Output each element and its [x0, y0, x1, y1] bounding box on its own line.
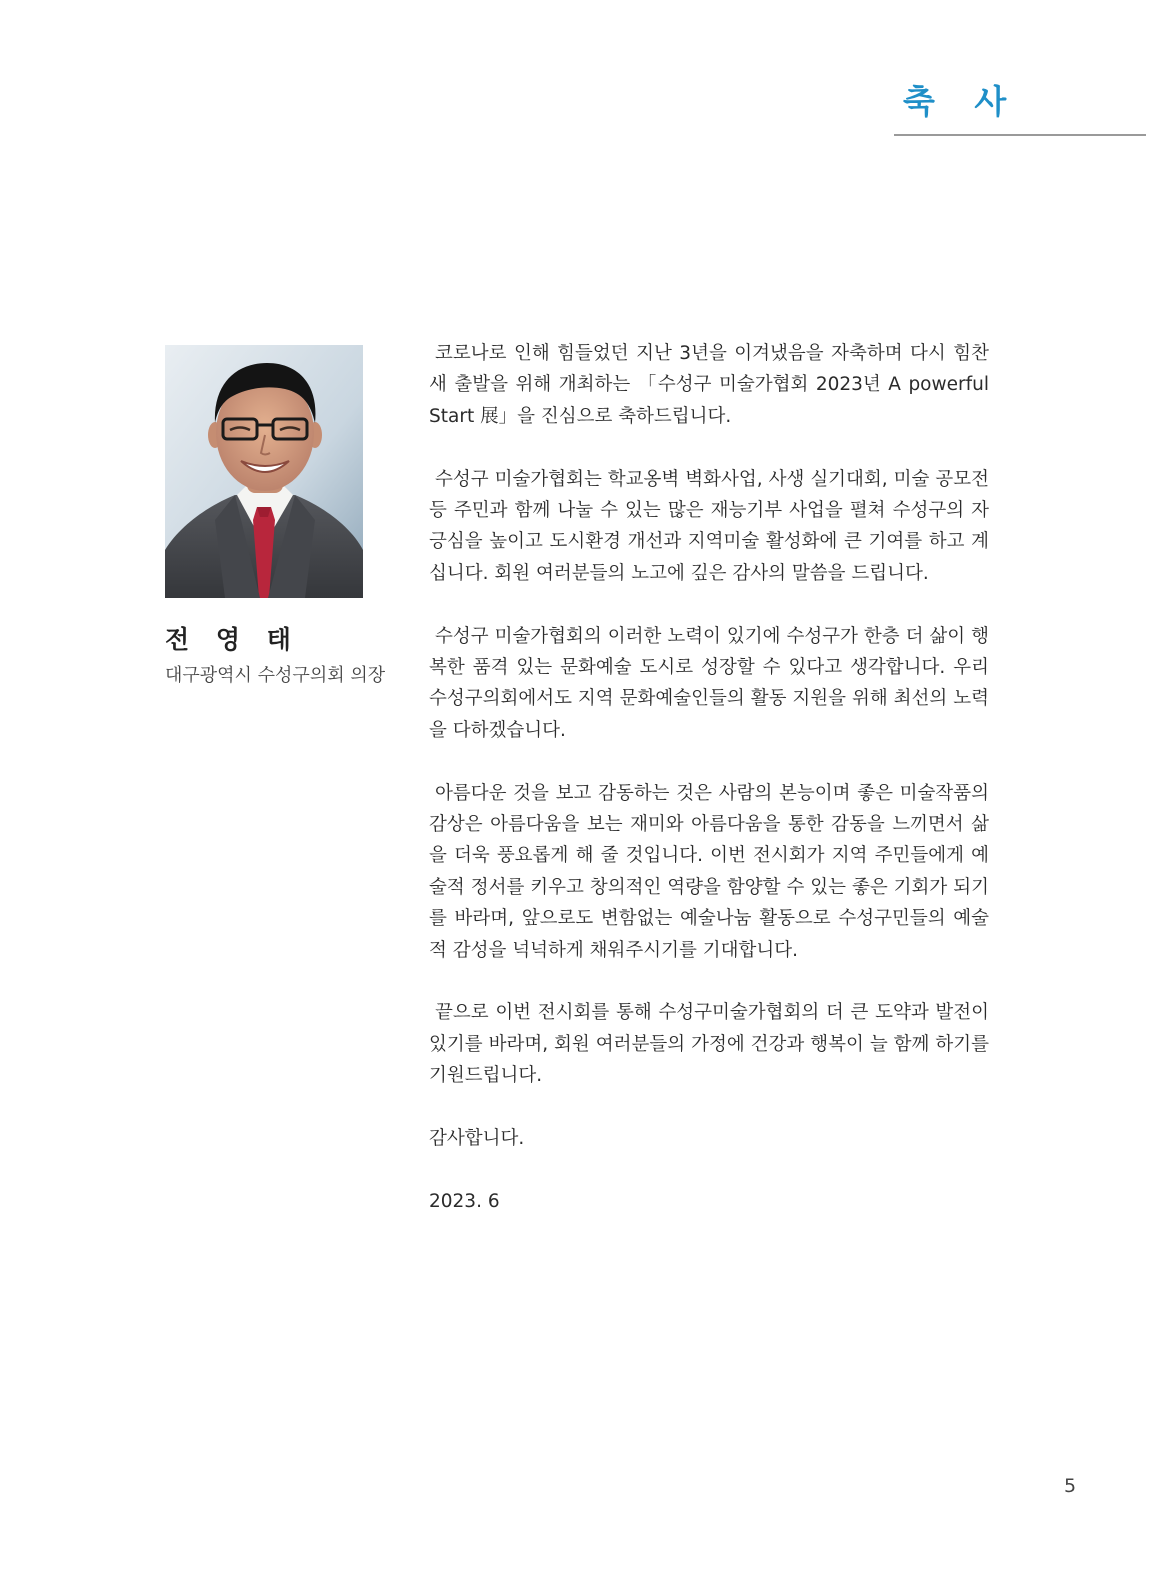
- congratulatory-message: [429, 338, 989, 1249]
- paragraph: 수성구 미술가협회는 학교옹벽 벽화사업, 사생 실기대회, 미술 공모전 등 주민과 함께 나눌 수 있는 많은 재능기부 사업을 펼쳐 수성구의 자긍심을 높이고 도시환경 개선과 지역미술 활성화에 큰 기여를 하고 계십니다. 회원 여러분들의 노고에 깊은 감사의 말씀을 드립니다.: [429, 468, 989, 584]
- date: 2023. 6: [429, 1190, 500, 1212]
- paragraph: 코로나로 인해 힘들었던 지난 3년을 이겨냈음을 자축하며 다시 힘찬 새 출발을 위해 개최하는 「수성구 미술가협회 2023년 A powerful Start 展」을 진심으로 축하드립니다.: [429, 343, 989, 427]
- author-title: 대구광역시 수성구의회 의장: [165, 665, 386, 686]
- author-name: 전 영 태: [165, 625, 300, 654]
- title-divider: [894, 134, 1146, 136]
- section-title: 축 사: [903, 82, 1021, 121]
- paragraph: 수성구 미술가협회의 이러한 노력이 있기에 수성구가 한층 더 삶이 행복한 품격 있는 문화예술 도시로 성장할 수 있다고 생각합니다. 우리 수성구의회에서도 지역 문화예술인들의 활동 지원을 위해 최선의 노력을 다하겠습니다.: [429, 625, 989, 741]
- paragraph: 아름다운 것을 보고 감동하는 것은 사람의 본능이며 좋은 미술작품의 감상은 아름다움을 보는 재미와 아름다움을 통한 감동을 느끼면서 삶을 더욱 풍요롭게 해 줄 것입니다. 이번 전시회가 지역 주민들에게 예술적 정서를 키우고 창의적인 역량을 함양할 수 있는 좋은 기회가 되기를 바라며, 앞으로도 변함없는 예술나눔 활동으로 수성구민들의 예술적 감성을 넉넉하게 채워주시기를 기대합니다.: [429, 782, 989, 961]
- page-number: 5: [1064, 1475, 1077, 1497]
- author-portrait: [165, 345, 363, 598]
- paragraph: 끝으로 이번 전시회를 통해 수성구미술가협회의 더 큰 도약과 발전이 있기를 바라며, 회원 여러분들의 가정에 건강과 행복이 늘 함께 하기를 기원드립니다.: [429, 1002, 989, 1087]
- closing-remark: 감사합니다.: [429, 1128, 525, 1150]
